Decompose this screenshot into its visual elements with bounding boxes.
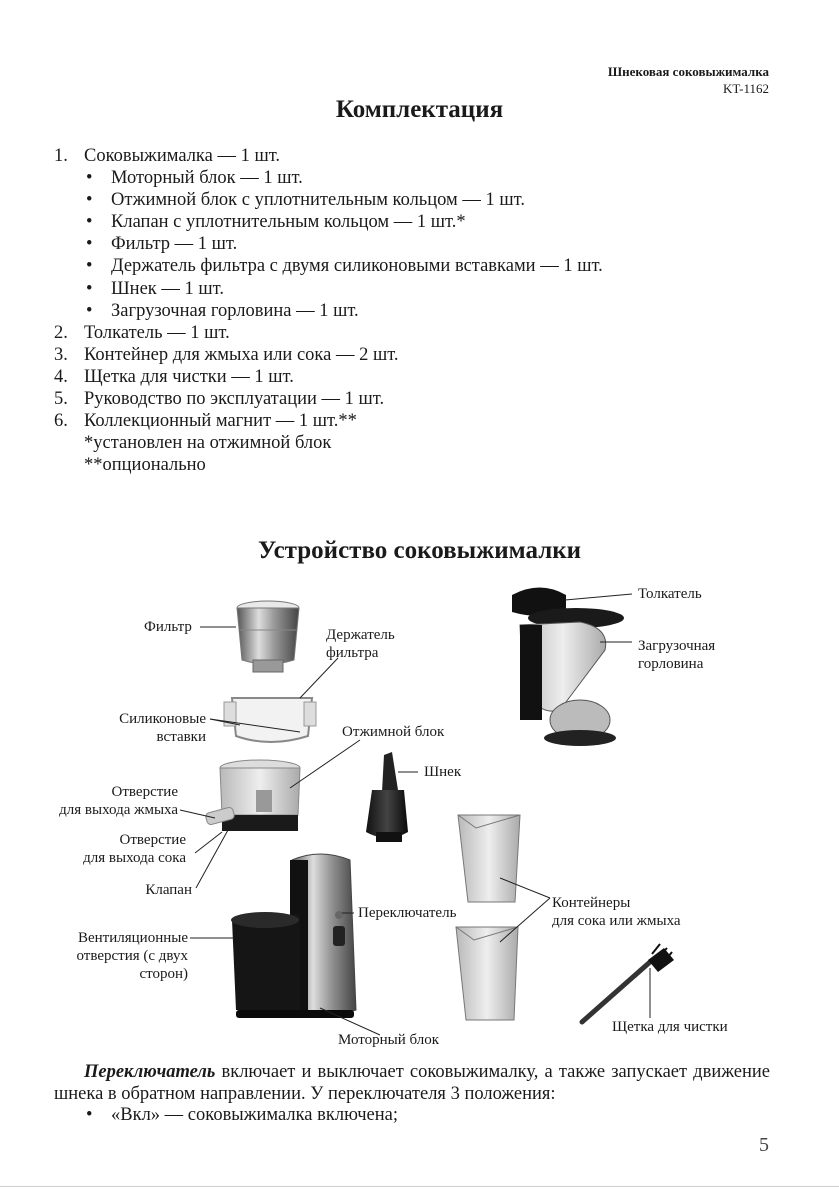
label-containers-2: для сока или жмыха bbox=[552, 913, 681, 929]
label-chute-1: Загрузочная bbox=[638, 638, 716, 654]
list-item-number: 6. bbox=[54, 411, 68, 432]
list-item-text: Толкатель — 1 шт. bbox=[84, 322, 230, 343]
list-item-number: 2. bbox=[54, 322, 68, 343]
list-item-bullet: • bbox=[86, 190, 93, 211]
label-chute-2: горловина bbox=[638, 656, 704, 672]
list-item-text: Руководство по эксплуатации — 1 шт. bbox=[84, 389, 385, 410]
label-switch: Переключатель bbox=[358, 905, 457, 921]
list-item-text: Соковыжималка — 1 шт. bbox=[84, 146, 281, 166]
section-title-device: Устройство соковыжималки bbox=[257, 537, 582, 564]
label-motor-unit: Моторный блок bbox=[338, 1032, 440, 1048]
list-item-bullet: • bbox=[86, 212, 93, 233]
list-item-text: Держатель фильтра с двумя силиконовыми вставками — 1 шт. bbox=[111, 256, 603, 277]
section-title-contents: Комплектация bbox=[335, 96, 504, 123]
list-item-number: 4. bbox=[54, 366, 68, 387]
label-vents-3: сторон) bbox=[139, 966, 188, 982]
label-filter: Фильтр bbox=[144, 619, 192, 635]
label-holder-1: Держатель bbox=[326, 627, 395, 643]
list-item-bullet: • bbox=[86, 234, 93, 255]
list-item-text: Контейнер для жмыха или сока — 2 шт. bbox=[84, 344, 399, 365]
label-juice-outlet-2: для выхода сока bbox=[83, 850, 186, 866]
containers-part bbox=[456, 815, 520, 1020]
assembled-top-part bbox=[512, 588, 624, 747]
header-product-name: Шнековая соковыжималка bbox=[607, 64, 769, 79]
list-item-text: Моторный блок — 1 шт. bbox=[111, 168, 303, 189]
label-holder-2: фильтра bbox=[326, 645, 379, 661]
label-valve: Клапан bbox=[145, 882, 192, 898]
switch-description-text: включает и выключает соковыжималку, а также запускает движение шнека в обратном направлении. У переключателя 3 положения: bbox=[54, 1062, 770, 1104]
label-pulp-outlet-1: Отверстие bbox=[111, 784, 178, 800]
motor-unit-part bbox=[231, 854, 356, 1018]
filter-holder-part bbox=[224, 698, 316, 742]
list-item-text: **опционально bbox=[84, 455, 206, 476]
bullet-mark: • bbox=[86, 1105, 93, 1125]
header-model: KT-1162 bbox=[723, 81, 769, 96]
label-silicone-2: вставки bbox=[156, 729, 206, 745]
label-press-block: Отжимной блок bbox=[342, 724, 445, 740]
filter-part bbox=[237, 601, 299, 672]
label-juice-outlet-1: Отверстие bbox=[119, 832, 186, 848]
list-item-text: Фильтр — 1 шт. bbox=[111, 234, 238, 255]
list-item-text: Загрузочная горловина — 1 шт. bbox=[111, 300, 359, 321]
list-item-text: Клапан с уплотнительным кольцом — 1 шт.* bbox=[111, 212, 466, 233]
label-brush: Щетка для чистки bbox=[612, 1019, 728, 1035]
switch-term: Переключатель bbox=[84, 1062, 216, 1082]
list-item-number: 1. bbox=[54, 146, 68, 166]
label-pulp-outlet-2: для выхода жмыха bbox=[59, 802, 178, 818]
list-item-text: Щетка для чистки — 1 шт. bbox=[84, 366, 294, 387]
list-item-number: 3. bbox=[54, 344, 68, 365]
label-silicone-1: Силиконовые bbox=[119, 711, 206, 727]
switch-position-text: «Вкл» — соковыжималка включена; bbox=[111, 1105, 398, 1125]
label-vents-1: Вентиляционные bbox=[77, 930, 188, 946]
brush-part bbox=[582, 944, 674, 1022]
page-bottom-edge bbox=[0, 1186, 839, 1192]
press-block-part bbox=[205, 760, 300, 831]
label-vents-2: отверстия (с двух bbox=[76, 948, 188, 964]
list-item-text: Шнек — 1 шт. bbox=[111, 278, 224, 299]
label-containers-1: Контейнеры bbox=[552, 895, 631, 911]
list-item-number: 5. bbox=[54, 389, 68, 410]
auger-part bbox=[366, 752, 408, 842]
page-number: 5 bbox=[759, 1134, 769, 1156]
label-auger: Шнек bbox=[424, 764, 462, 780]
label-pusher: Толкатель bbox=[638, 586, 702, 602]
list-item-bullet: • bbox=[86, 300, 93, 321]
list-item-text: *установлен на отжимной блок bbox=[84, 433, 332, 454]
list-item-bullet: • bbox=[86, 278, 93, 299]
list-item-text: Коллекционный магнит — 1 шт.** bbox=[84, 411, 357, 432]
list-item-bullet: • bbox=[86, 256, 93, 277]
list-item-text: Отжимной блок с уплотнительным кольцом — 1 шт. bbox=[111, 190, 525, 211]
list-item-bullet: • bbox=[86, 168, 93, 189]
switch-description bbox=[54, 1061, 770, 1105]
